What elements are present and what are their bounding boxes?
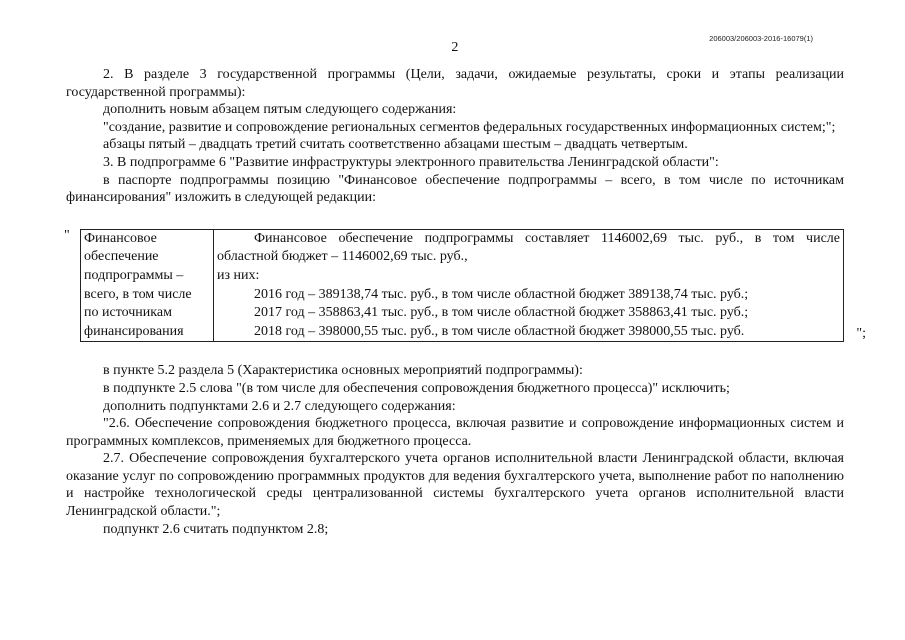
left-line: Финансовое xyxy=(84,230,157,246)
post-table-text xyxy=(66,362,844,538)
paragraph-point-5-2: в пункте 5.2 раздела 5 (Характеристика основных мероприятий подпрограммы): xyxy=(103,363,583,379)
paragraph-quote-segments: "создание, развитие и сопровождение региональных сегментов федеральных государственных информационных систем;"; xyxy=(103,119,836,135)
left-line: по источникам xyxy=(84,305,172,321)
paragraph-add-subpoints: дополнить подпунктами 2.6 и 2.7 следующего содержания: xyxy=(103,398,456,414)
paragraph-renumber: абзацы пятый – двадцать третий считать соответственно абзацами шестым – двадцать четвертым. xyxy=(103,137,688,153)
year-2016-line: 2016 год – 389138,74 тыс. руб., в том числе областной бюджет 389138,74 тыс. руб.; xyxy=(254,286,749,302)
left-line: всего, в том числе xyxy=(84,286,192,302)
left-line: подпрограммы – xyxy=(84,267,184,283)
left-line: финансирования xyxy=(84,323,184,339)
document-body xyxy=(64,66,866,538)
left-line: обеспечение xyxy=(84,249,159,265)
paragraph-add-fifth: дополнить новым абзацем пятым следующего содержания: xyxy=(103,102,457,118)
financing-table-wrapper xyxy=(64,229,864,343)
year-2017-line: 2017 год – 358863,41 тыс. руб., в том числе областной бюджет 358863,41 тыс. руб.; xyxy=(254,305,749,321)
year-2018-line: 2018 год – 398000,55 тыс. руб., в том числе областной бюджет 398000,55 тыс. руб. xyxy=(254,323,745,339)
table-left-cell xyxy=(81,229,214,342)
opening-quote: " xyxy=(64,227,70,243)
closing-quote: "; xyxy=(856,326,866,342)
paragraph-subprogram-6: 3. В подпрограмме 6 "Развитие инфраструктуры электронного правительства Ленинградской области": xyxy=(103,154,719,170)
paragraph-subpoint-2-6: "2.6. Обеспечение сопровождения бюджетного процесса, включая развитие и сопровождение информационных систем и программных комплексов, применяемых для бюджетного процесса. xyxy=(66,416,844,449)
paragraph-subpoint-2-5: в подпункте 2.5 слова "(в том числе для обеспечения сопровождения бюджетного процесса)" исключить; xyxy=(103,380,730,396)
paragraph-subpoint-2-7: 2.7. Обеспечение сопровождения бухгалтерского учета органов исполнительной власти Ленинградской области, включая оказание услуг по сопровождению программных продуктов для ведения бухгалтерского учета, выполнение работ по наполнению и настройке технологической среды централизованной системы бухгалтерского учета органов исполнительной власти Ленинградской области."; xyxy=(66,451,844,520)
financing-table xyxy=(80,229,844,343)
table-row xyxy=(81,229,844,342)
financing-total-line: Финансовое обеспечение подпрограммы составляет 1146002,69 тыс. руб., в том числе xyxy=(254,230,840,246)
paragraph-section-3: 2. В разделе 3 государственной программы (Цели, задачи, ожидаемые результаты, сроки и этапы реализации государственной программы): xyxy=(66,67,844,100)
regional-budget-line: областной бюджет – 1146002,69 тыс. руб., xyxy=(217,249,468,265)
paragraph-passport: в паспорте подпрограммы позицию "Финансовое обеспечение подпрограммы – всего, в том числе по источникам финансирования" изложить в следующей редакции: xyxy=(66,172,844,206)
document-code: 206003/206003-2016-16079(1) xyxy=(709,34,813,43)
table-right-cell xyxy=(214,229,844,342)
page-number: 2 xyxy=(451,40,459,55)
of-which-line: из них: xyxy=(217,267,260,283)
paragraph-renumber-2-8: подпункт 2.6 считать подпунктом 2.8; xyxy=(103,521,329,537)
